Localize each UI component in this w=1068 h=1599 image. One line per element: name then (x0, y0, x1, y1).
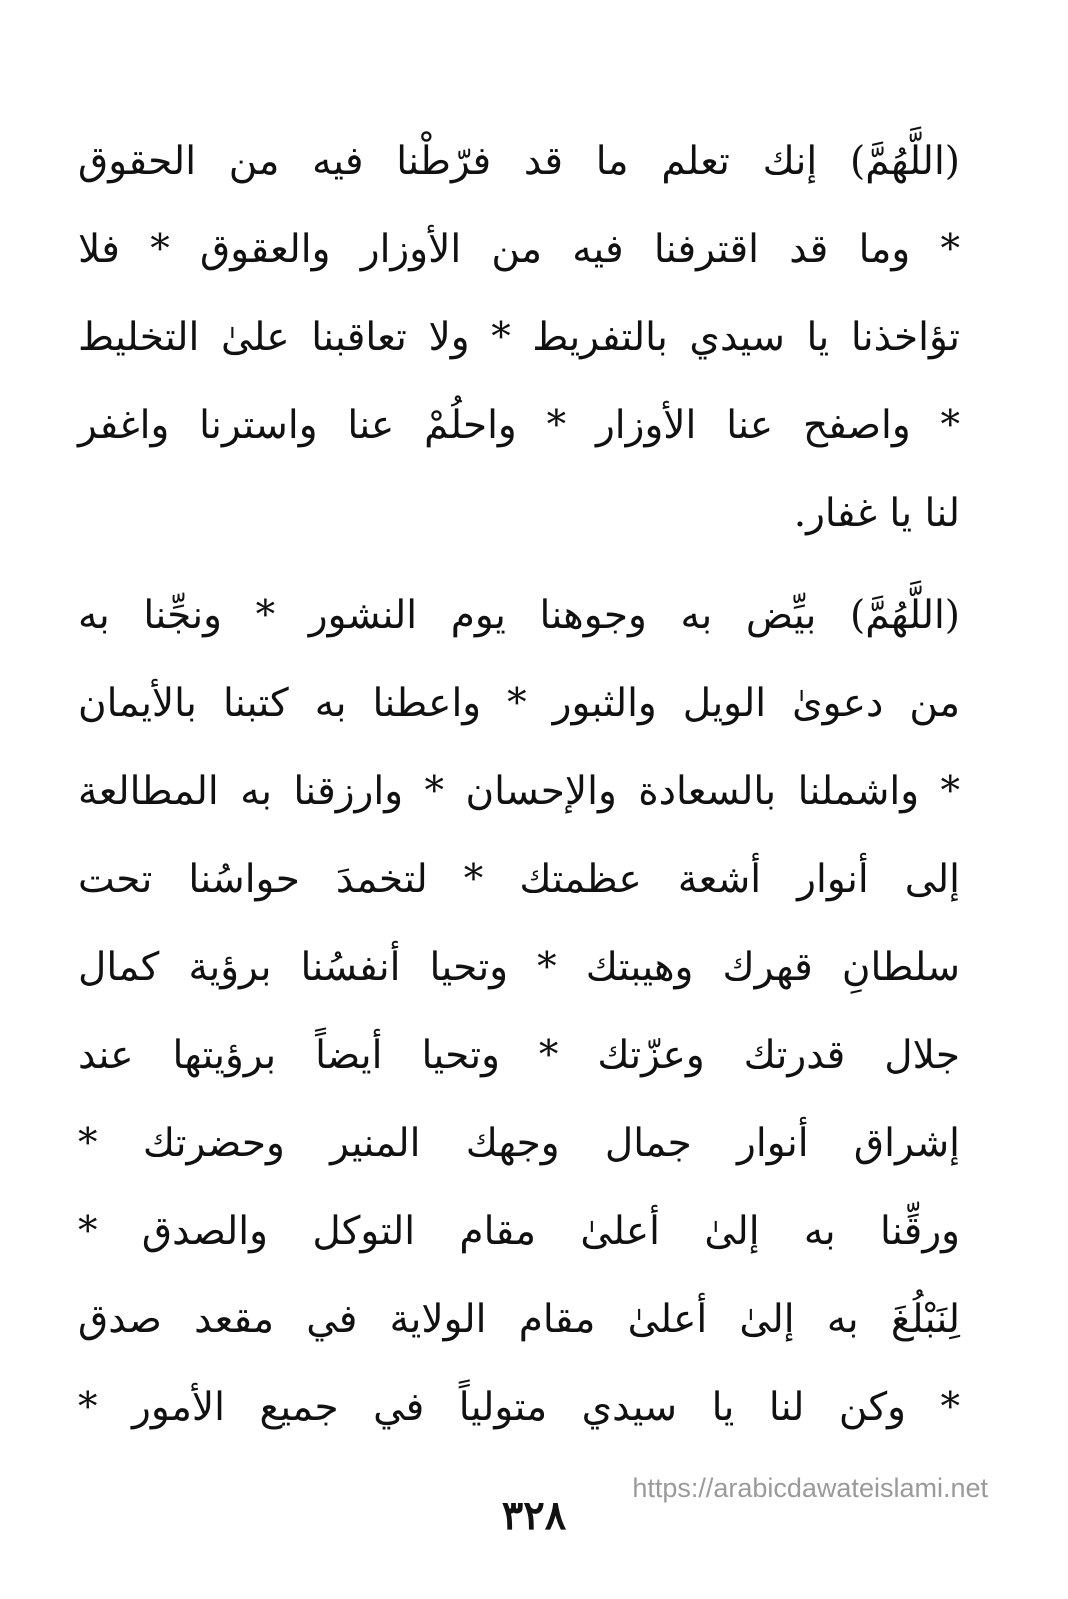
text-line: * وما قد اقترفنا فيه من الأوزار والعقوق * فلا (78, 227, 960, 272)
text-line: لِنَبْلُغَ به إلىٰ أعلىٰ مقام الولاية في مقعد صدق (78, 1297, 960, 1342)
text-line: من دعوىٰ الويل والثبور * واعطنا به كتبنا بالأيمان (78, 681, 960, 726)
text-line: (اللَّهُمَّ) بيِّض به وجوهنا يوم النشور * ونجِّنا به (78, 593, 960, 638)
watermark-url: https://arabicdawateislami.net (632, 1473, 988, 1503)
page-number: ٣٢٨ (501, 1492, 567, 1539)
text-line: (اللَّهُمَّ) إنك تعلم ما قد فرّطْنا فيه من الحقوق (78, 139, 960, 184)
text-line: جلال قدرتك وعزّتك * وتحيا أيضاً برؤيتها عند (78, 1033, 960, 1078)
text-line: تؤاخذنا يا سيدي بالتفريط * ولا تعاقبنا علىٰ التخليط (78, 315, 960, 360)
text-line: * واصفح عنا الأوزار * واحلُمْ عنا واسترنا واغفر (78, 403, 960, 448)
text-line: * وكن لنا يا سيدي متولياً في جميع الأمور * (78, 1385, 960, 1430)
text-line: ورقِّنا به إلىٰ أعلىٰ مقام التوكل والصدق * (78, 1209, 960, 1254)
text-line: سلطانِ قهرك وهيبتك * وتحيا أنفسُنا برؤية كمال (78, 945, 960, 990)
paragraph-2 (78, 572, 960, 1452)
text-line: إشراق أنوار جمال وجهك المنير وحضرتك * (78, 1121, 960, 1166)
text-line: لنا يا غفار. (793, 491, 960, 536)
paragraph-1 (78, 118, 960, 558)
text-line: إلى أنوار أشعة عظمتك * لتخمدَ حواسُنا تحت (78, 857, 960, 902)
text-line: * واشملنا بالسعادة والإحسان * وارزقنا به المطالعة (78, 769, 960, 814)
